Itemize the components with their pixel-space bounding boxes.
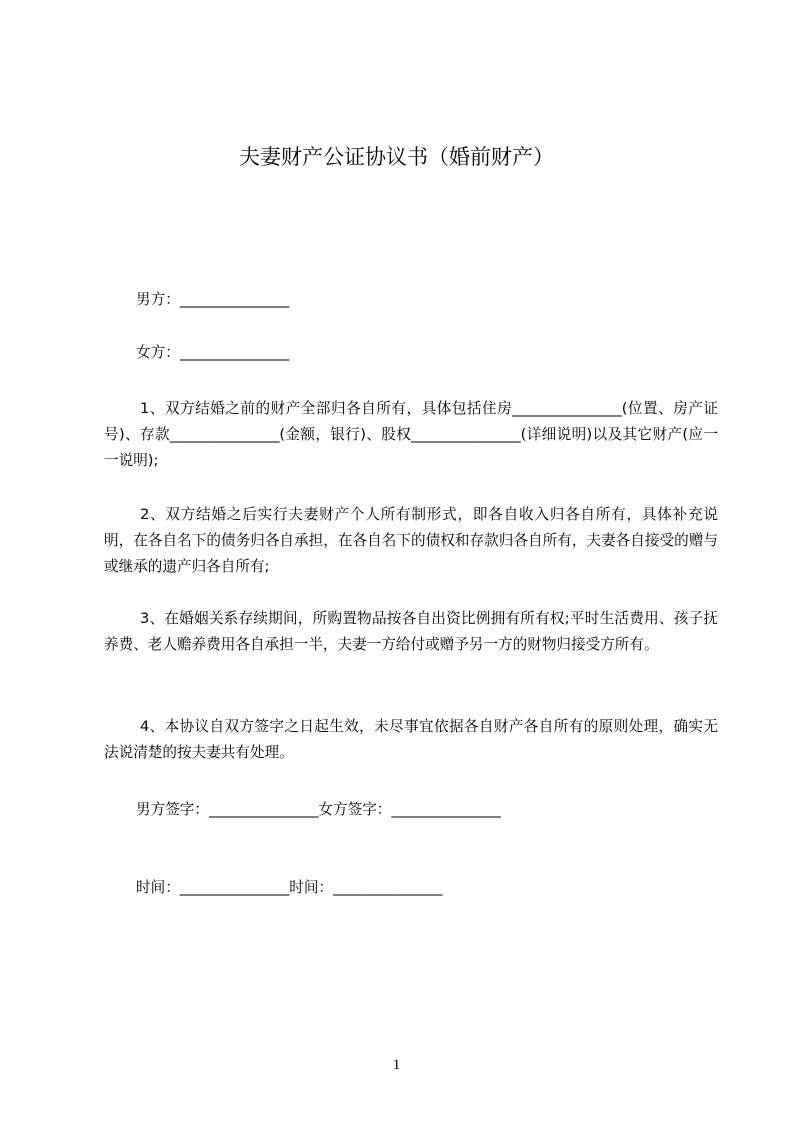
- clause-2: 2、双方结婚之后实行夫妻财产个人所有制形式，即各自收入归各自所有，具体补充说明，在各自名下的债务归各自承担，在各自名下的债权和存款归各自所有，夫妻各自接受的赠与或继承的遗产归各自所有;: [104, 506, 718, 575]
- husband-field: 男方：_______________: [136, 291, 290, 308]
- wife-field: 女方：_______________: [136, 344, 290, 361]
- signature-line: 男方签字：_______________女方签字：_______________: [136, 801, 501, 818]
- clause-4: 4、本协议自双方签字之日起生效，未尽事宜依据各自财产各自所有的原则处理，确实无法说清楚的按夫妻共有处理。: [104, 718, 718, 761]
- clause-1: 1、双方结婚之前的财产全部归各自所有，具体包括住房_______________(位置、房产证号)、存款_______________(金额，银行)、股权_______________(详细说明)以及其它财产(应一一说明);: [104, 400, 718, 469]
- document-title: 夫妻财产公证协议书（婚前财产）: [239, 145, 554, 169]
- clause-3: 3、在婚姻关系存续期间，所购置物品按各自出资比例拥有所有权;平时生活费用、孩子抚养费、老人赡养费用各自承担一半，夫妻一方给付或赠予另一方的财物归接受方所有。: [104, 610, 718, 653]
- page-number: 1: [392, 1057, 401, 1073]
- date-line: 时间：_______________时间：_______________: [136, 879, 443, 896]
